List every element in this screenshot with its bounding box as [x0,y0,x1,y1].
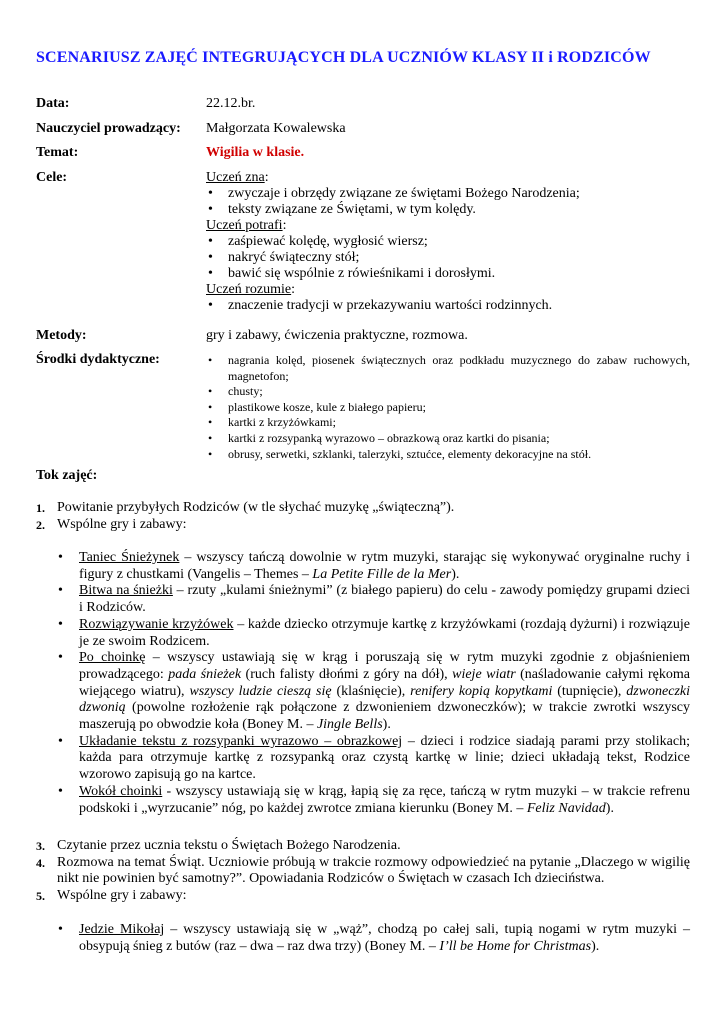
goals-can-heading: Uczeń potrafi: [206,218,287,233]
topic-value: Wigilia w klasie. [206,145,305,160]
goals-knows-list [206,186,690,218]
teacher-label: Nauczyciel prowadzący: [36,121,181,136]
goals-understands-heading: Uczeń rozumie: [206,282,296,297]
step-item: 4. Rozmowa na temat Świąt. Uczniowie próbują w trakcie rozmowy odpowiedzieć na pytanie „Dlaczego w wigilię nikt nie powinien być samotny?”. Opowiadania Rodziców o Świętach w czasach Ich dzieciństwa. [36,854,690,887]
game-item: • Układanie tekstu z rozsypanki wyrazowo – obrazkowej – dzieci i rodzice siadają parami przy stolikach; każda para otrzymuje kartkę z rozsypanką oraz czystą kartkę w linie; dzieci układają tekst, Rodzice wzorowo zapisują go na kartce. [58,734,690,784]
methods-value: gry i zabawy, ćwiczenia praktyczne, rozmowa. [206,328,468,343]
document-title: SCENARIUSZ ZAJĘĆ INTEGRUJĄCYCH DLA UCZNIÓW KLASY II i RODZICÓW [36,49,651,66]
step-item: 1. Powitanie przybyłych Rodziców (w tle słychać muzykę „świąteczną”). [36,500,455,515]
methods-label: Metody: [36,328,87,343]
aids-label: Środki dydaktyczne: [36,352,160,367]
game-item: • Rozwiązywanie krzyżówek – każde dziecko otrzymuje kartkę z krzyżówkami (rozdają dyżurni) i rozwiązuje je ze swoim Rodzicem. [58,617,690,650]
game-item: • Po choinkę – wszyscy ustawiają się w krąg i poruszają się w rytm muzyki zgodnie z objaśnieniem prowadzącego: pada śnieżek (ruch falisty dłońmi z góry na dół), wieje wiatr (naśladowanie całymi rękoma wiejącego wiatru), wszyscy ludzie cieszą się (klaśnięcie), renifery kopią kopytkami (tupnięcie), dzwoneczki dzwonią (powolne rozłożenie rąk połączone z dzwonieniem dzwoneczków); w trakcie zwrotki wszyscy maszerują po obwodzie koła (Boney M. – Jingle Bells). [58,650,690,734]
game-item: • Wokół choinki - wszyscy ustawiają się w krąg, łapią się za ręce, tańczą w rytm muzyki – w trakcie refrenu podskoki i „wyrzucanie” nóg, po każdej zwrotce zmiana kierunku (Boney M. – Feliz Navidad). [58,784,690,817]
goals-label: Cele: [36,170,68,185]
aids-list [206,353,690,462]
goals-can-list [206,234,690,282]
list-item: • bawić się wspólnie z rówieśnikami i dorosłymi. [206,266,690,282]
list-item: • obrusy, serwetki, szklanki, talerzyki, sztućce, elementy dekoracyjne na stół. [206,447,690,463]
list-item: • zwyczaje i obrzędy związane ze świętami Bożego Narodzenia; [206,186,690,202]
teacher-value: Małgorzata Kowalewska [206,121,346,136]
goals-knows-heading: Uczeń zna: [206,170,269,185]
list-item: • zaśpiewać kolędę, wygłosić wiersz; [206,234,690,250]
step-item: 2. Wspólne gry i zabawy: [36,516,187,532]
game-item: • Taniec Śnieżynek – wszyscy tańczą dowolnie w rytm muzyki, starając się wykonywać oryginalne ruchy i figury z chustkami (Vangelis – Themes – La Petite Fille de la Mer). [58,550,690,583]
list-item: • chusty; [206,384,690,400]
steps-list-a [36,500,690,533]
steps-list-b [36,838,690,905]
game-item: • Bitwa na śnieżki – rzuty „kulami śnieżnymi” (z białego papieru) do celu - zawody pomiędzy grupami dzieci i Rodziców. [58,583,690,616]
date-value: 22.12.br. [206,96,256,111]
list-item: • kartki z krzyżówkami; [206,415,690,431]
goals-content [206,170,690,314]
games-list-1 [58,550,690,817]
list-item: • kartki z rozsypanką wyrazowo – obrazkową oraz kartki do pisania; [206,431,690,447]
games-list-2 [58,922,690,955]
step-item: 5. Wspólne gry i zabawy: [36,888,187,904]
game-item: • Jedzie Mikołaj – wszyscy ustawiają się w „wąż”, chodzą po całej sali, tupią nogami w rytm muzyki – obsypują śnieg z butów (raz – dwa – raz dwa trzy) (Boney M. – I’ll be Home for Christmas). [58,922,690,955]
topic-label: Temat: [36,145,79,160]
goals-understands-list [206,298,690,314]
list-item: • znaczenie tradycji w przekazywaniu wartości rodzinnych. [206,298,690,314]
list-item: • nakryć świąteczny stół; [206,250,690,266]
list-item: • teksty związane ze Świętami, w tym kolędy. [206,202,690,218]
list-item: • plastikowe kosze, kule z białego papieru; [206,400,690,416]
course-heading: Tok zajęć: [36,468,98,483]
step-item: 3. Czytanie przez ucznia tekstu o Świętach Bożego Narodzenia. [36,838,401,853]
list-item: • nagrania kolęd, piosenek świątecznych oraz podkładu muzycznego do zabaw ruchowych, magnetofon; [206,353,690,384]
date-label: Data: [36,96,70,111]
